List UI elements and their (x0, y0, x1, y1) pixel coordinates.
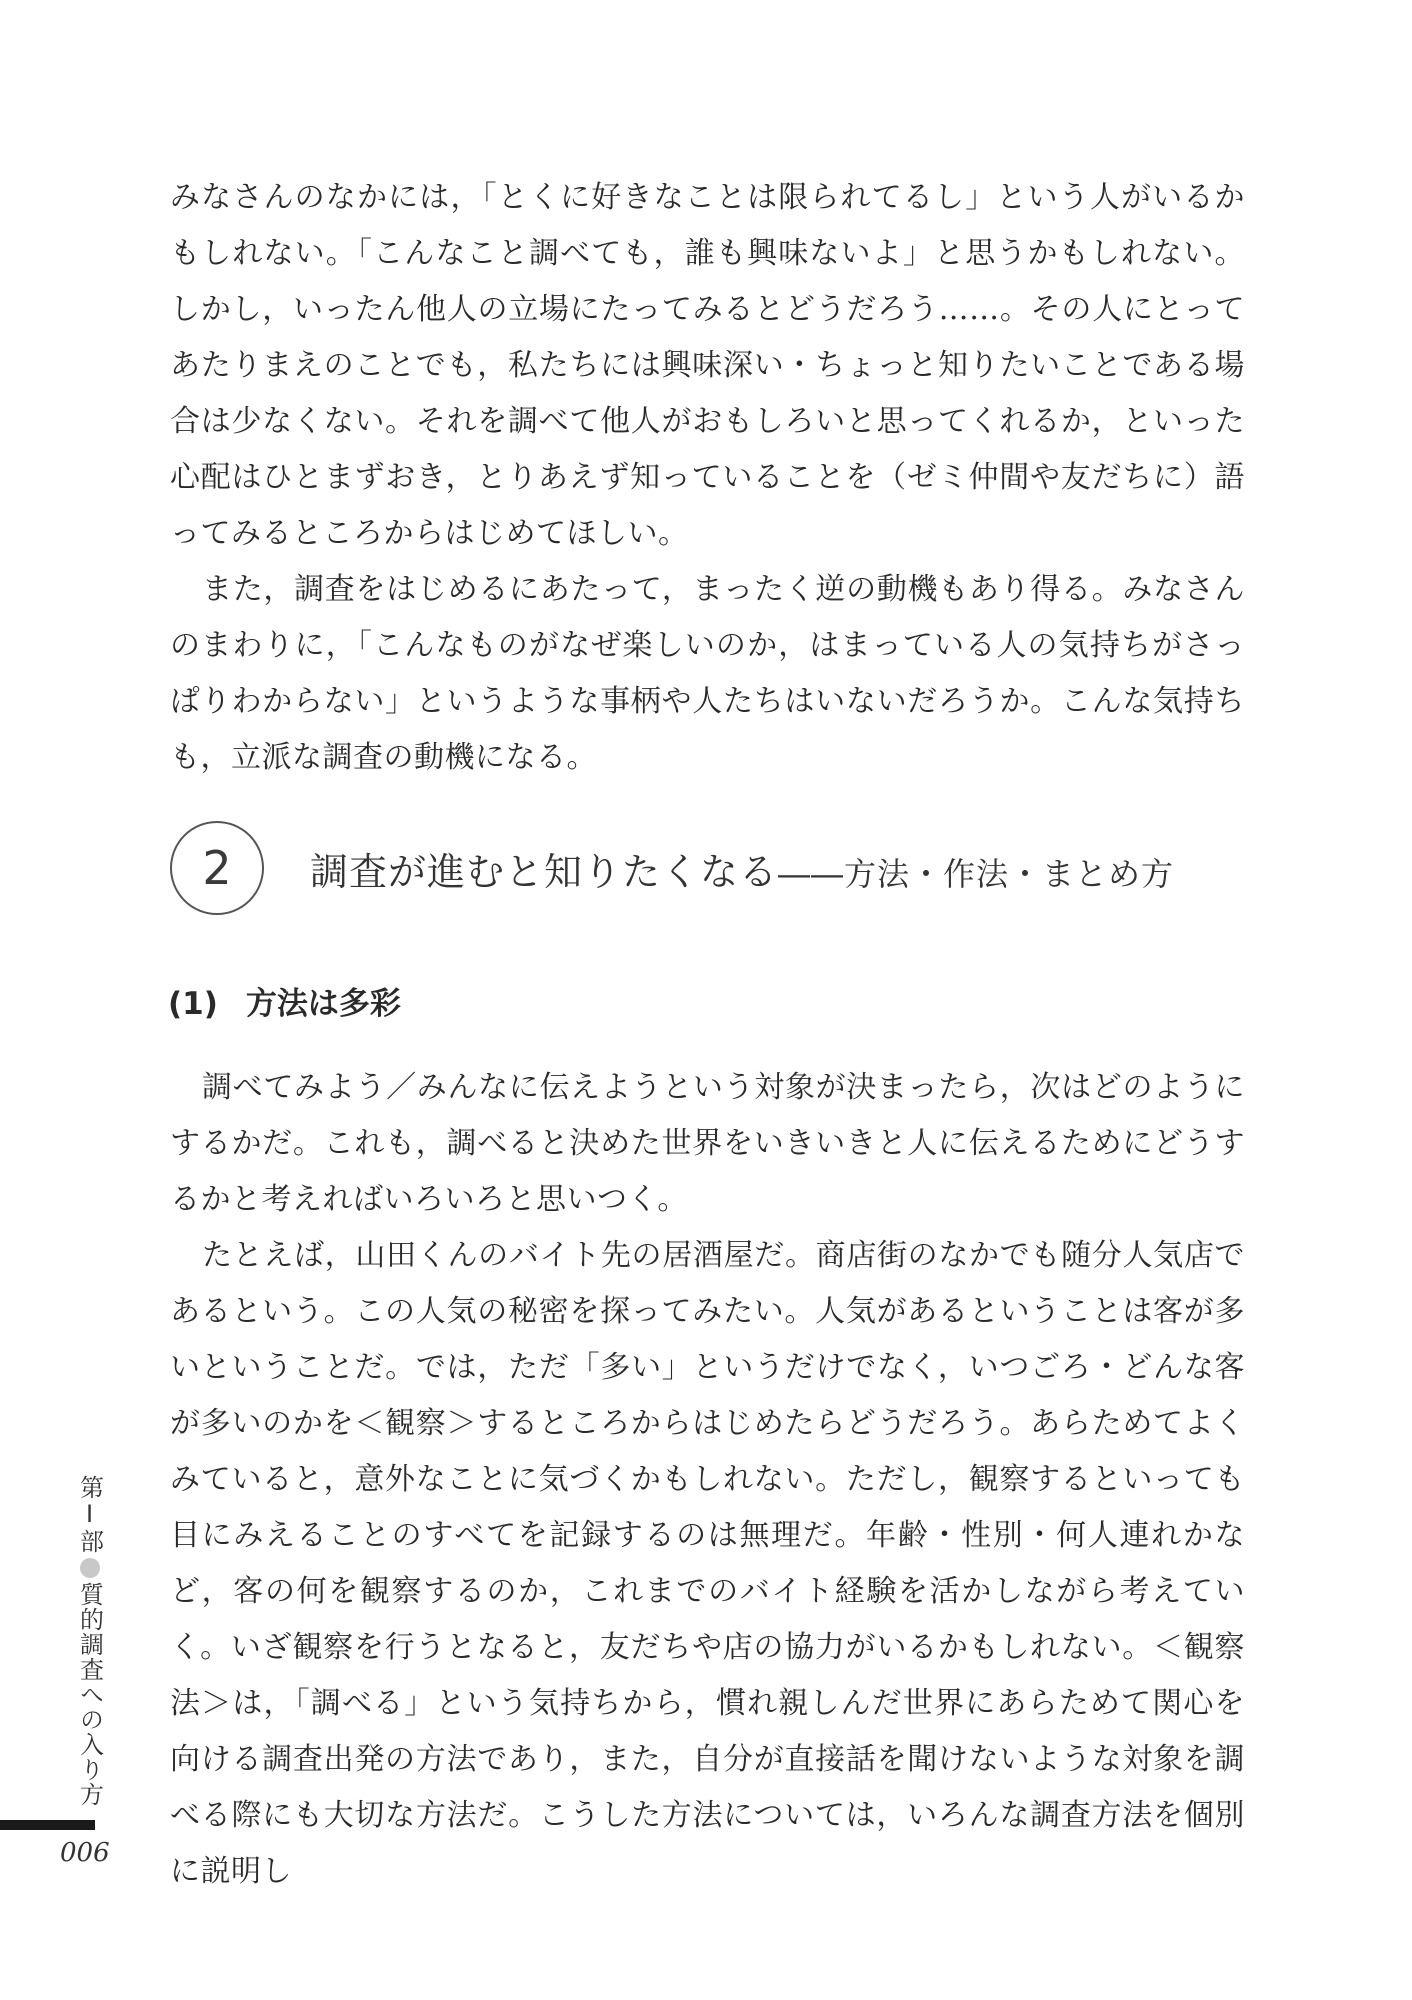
sidebar-dot-icon (80, 1558, 100, 1578)
section-title-sub: ――方法・作法・まとめ方 (778, 854, 1175, 893)
section-heading (170, 818, 1174, 918)
section-title (310, 841, 1174, 896)
section-number: 2 (202, 841, 232, 895)
subsection-number: (1) (168, 986, 218, 1022)
chapter-sidebar (70, 1475, 110, 1815)
paragraph: 調べてみよう／みんなに伝えようという対象が決まったら，次はどのようにするかだ。これも，調べると決めた世界をいきいきと人に伝えるためにどうするかと考えればいろいろと思いつく。 (170, 1070, 1245, 1217)
paragraph: たとえば，山田くんのバイト先の居酒屋だ。商店街のなかでも随分人気店であるという。この人気の秘密を探ってみたい。人気があるということは客が多いということだ。では，ただ「多い」というだけでなく，いつごろ・どんな客が多いのかを＜観察＞するところからはじめたらどうだろう。あらためてよくみていると，意外なことに気づくかもしれない。ただし，観察するといっても目にみえることのすべてを記録するのは無理だ。年齢・性別・何人連れかなど，客の何を観察するのか，これまでのバイト経験を活かしながら考えていく。いざ観察を行うとなると，友だちや店の協力がいるかもしれない。＜観察法＞は，「調べる」という気持ちから，慣れ親しんだ世界にあらためて関心を向ける調査出発の方法であり，また，自分が直接話を聞けないような対象を調べる際にも大切な方法だ。こうした方法については，いろんな調査方法を個別に説明し (170, 1238, 1245, 1889)
subsection-heading (168, 978, 401, 1023)
sidebar-title: 質的調査への入り方 (75, 1582, 104, 1807)
page-number: 006 (60, 1838, 110, 1868)
body-text-bottom (170, 1060, 1245, 1900)
paragraph: みなさんのなかには，「とくに好きなことは限られてるし」という人がいるかもしれない。「こんなこと調べても，誰も興味ないよ」と思うかもしれない。しかし，いったん他人の立場にたってみるとどうだろう……。その人にとってあたりまえのことでも，私たちには興味深い・ちょっと知りたいことである場合は少なくない。それを調べて他人がおもしろいと思ってくれるか，といった心配はひとまずおき，とりあえず知っていることを（ゼミ仲間や友だちに）語ってみるところからはじめてほしい。 (170, 180, 1245, 551)
paragraph: また，調査をはじめるにあたって，まったく逆の動機もあり得る。みなさんのまわりに，「こんなものがなぜ楽しいのか，はまっている人の気持ちがさっぱりわからない」というような事柄や人たちはいないだろうか。こんな気持ちも，立派な調査の動機になる。 (170, 572, 1245, 775)
section-title-main: 調査が進むと知りたくなる (310, 849, 779, 894)
subsection-title: 方法は多彩 (245, 986, 401, 1022)
sidebar-rule (0, 1820, 95, 1830)
body-text-top (170, 170, 1245, 786)
sidebar-part: 第Ⅰ部 (75, 1475, 104, 1554)
section-number-badge (170, 821, 264, 915)
